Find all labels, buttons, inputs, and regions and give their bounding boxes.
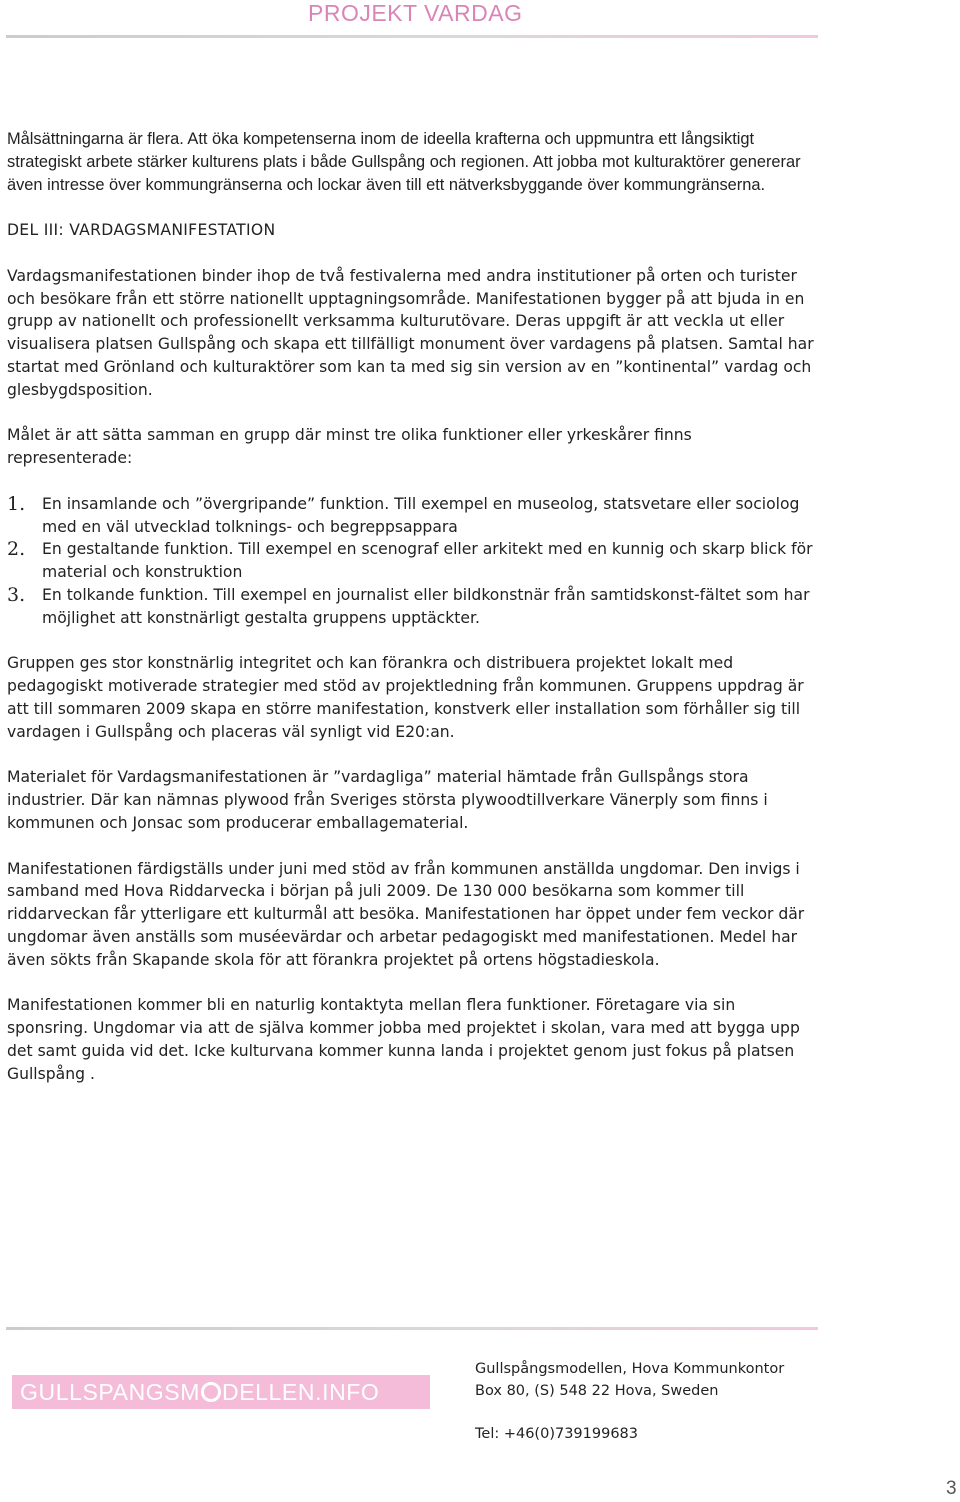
header-divider [6, 35, 818, 38]
intro-paragraph: Målsättningarna är flera. Att öka kompetenserna inom de ideella krafterna och uppmuntra ett långsiktigt strategiskt arbete stärker kulturens plats i både Gullspång och regionen. Att jobba mot kulturaktörer genererar även intresse över kommungränserna och lockar även till ett nätverksbyggande över kommungränserna. [7, 130, 801, 194]
body-paragraph: Manifestationen kommer bli en naturlig kontaktyta mellan flera funktioner. Företagare via sin sponsring. Ungdomar via att de själva kommer jobba med projektet i skolan, vara med att bygga upp det samt guida vid det. Icke kulturvana kommer kunna landa i projektet genom just fokus på platsen Gullspång . [7, 996, 800, 1083]
list-item-text: En tolkande funktion. Till exempel en journalist eller bildkonstnär från samtidskonst-fältet som har möjlighet att konstnärligt gestalta gruppens upptäckter. [42, 585, 810, 627]
body-paragraph: Gruppen ges stor konstnärlig integritet och kan förankra och distribuera projektet lokalt med pedagogiskt motiverade strategier med stöd av projektledning från kommunen. Gruppens uppdrag är att till sommaren 2009 skapa en större manifestation, konstverk eller installation som förhåller sig till vardagen i Gullspång och placeras väl synligt vid E20:an. [7, 654, 804, 741]
site-logo [12, 1375, 430, 1409]
logo-text-end: DELLEN.INFO [222, 1379, 380, 1405]
list-number: 1. [7, 492, 26, 515]
list-item [7, 584, 819, 630]
list-item [7, 493, 819, 539]
body-paragraph: Manifestationen färdigställs under juni med stöd av från kommunen anställda ungdomar. Den invigs i samband med Hova Riddarvecka i början på juli 2009. De 130 000 besökarna som kommer till riddarveckan får ytterligare ett kulturmål att besöka. Manifestationen har öppet under fem veckor där ungdomar även anställs som muséevärdar och arbetar pedagogiskt med manifestationen. Medel har även sökts från Skapande skola för att förankra projektet på ortens högstadieskola. [7, 859, 805, 969]
page-title: PROJEKT VARDAG [308, 0, 523, 26]
list-number: 2. [7, 538, 26, 561]
list-item-text: En gestaltande funktion. Till exempel en scenograf eller arkitekt med en kunnig och skarp blick för material och konstruktion [42, 540, 813, 582]
address-line: Gullspångsmodellen, Hova Kommunkontor [475, 1361, 785, 1377]
address-line: Box 80, (S) 548 22 Hova, Sweden [475, 1382, 719, 1399]
logo-text-start: GULLSPANGSM [20, 1379, 200, 1405]
page-number: 3 [946, 1478, 957, 1499]
list-item [7, 538, 819, 584]
footer-divider [6, 1327, 818, 1330]
body-paragraph: Materialet för Vardagsmanifestationen är ”vardagliga” material hämtade från Gullspångs stora industrier. Där kan nämnas plywood från Sveriges största plywoodtillverkare Vänerply som finns i kommunen och Jonsac som producerar emballagematerial. [7, 768, 768, 832]
section-heading: DEL III: VARDAGSMANIFESTATION [7, 221, 276, 240]
document-body [7, 128, 819, 1108]
list-number: 3. [7, 583, 26, 606]
body-paragraph: Vardagsmanifestationen binder ihop de två festivalerna med andra institutioner på orten och turister och besökare från ett större nationellt upptagningsområde. Manifestationen bygger på att bjuda in en grupp av nationellt och professionellt verksamma kulturutövare. Deras uppgift är att veckla ut eller visualisera platsen Gullspång och skapa ett tillfälligt monument över vardagens på platsen. Samtal har startat med Grönland och kulturaktörer som kan ta med sig sin version av en ”kontinental” vardag och glesbygdsposition. [7, 266, 814, 399]
function-list [7, 493, 819, 630]
list-item-text: En insamlande och ”övergripande” funktion. Till exempel en museolog, statsvetare eller sociolog med en väl utvecklad tolknings- och begreppsappara [42, 494, 800, 536]
footer-address [475, 1359, 784, 1402]
footer-phone: Tel: +46(0)739199683 [475, 1426, 639, 1442]
globe-icon [201, 1382, 221, 1402]
body-paragraph: Målet är att sätta samman en grupp där minst tre olika funktioner eller yrkeskårer finns representerade: [7, 426, 692, 468]
